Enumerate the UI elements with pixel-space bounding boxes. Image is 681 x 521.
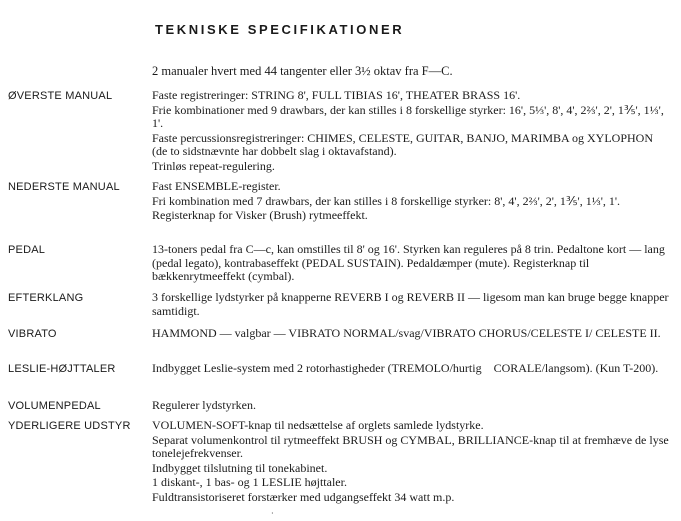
spec-paragraph: 1 diskant-, 1 bas- og 1 LESLIE højttaler.	[152, 475, 347, 489]
section-content	[152, 327, 670, 342]
spec-paragraph: 3 forskellige lydstyrker på knapperne REVERB I og REVERB II — ligesom man kan bruge begge knapper samtidigt.	[152, 290, 669, 318]
spec-paragraph: Fri kombination med 7 drawbars, der kan stilles i 8 forskellige styrker: 8', 4', 2⅔', 2', 1⅗', 1⅓', 1'.	[152, 193, 621, 208]
spec-paragraph: Faste registreringer: STRING 8', FULL TIBIAS 16', THEATER BRASS 16'.	[152, 88, 521, 102]
section-label: VIBRATO	[8, 328, 57, 340]
section-content	[152, 362, 670, 377]
spec-paragraph: Trinløs repeat-regulering.	[152, 158, 275, 173]
spec-paragraph: Separat volumenkontrol til rytmeeffekt BRUSH og CYMBAL, BRILLIANCE-knap til at fremhæve de lyse tonelejefrekvenser.	[152, 432, 669, 460]
section-label: NEDERSTE MANUAL	[8, 181, 120, 193]
section-content	[152, 419, 670, 505]
section-content	[152, 399, 670, 414]
spec-paragraph: Indbygget Leslie-system med 2 rotorhastigheder (TREMOLO/hurtig CORALE/langsom). (Kun T-200).	[152, 361, 659, 375]
section-label: PEDAL	[8, 244, 46, 256]
spec-paragraph: Fuldtransistoriseret forstærker med udgangseffekt 34 watt m.p.	[152, 489, 455, 504]
section-label: LESLIE-HØJTTALER	[8, 363, 116, 375]
page-title: TEKNISKE SPECIFIKATIONER	[155, 22, 405, 37]
intro-text: 2 manualer hvert med 44 tangenter eller 3½ oktav fra F—C.	[152, 64, 453, 78]
spec-paragraph: VOLUMEN-SOFT-knap til nedsættelse af orglets samlede lydstyrke.	[152, 418, 484, 432]
spec-paragraph: 13-toners pedal fra C—c, kan omstilles til 8' og 16'. Styrken kan reguleres på 8 trin. Pedaltone kort — lang (pedal legato), kontrabaseffekt (PEDAL SUSTAIN). Pedaldæmper (mute). Registerknap til bækkenrytmeeffekt (cymbal).	[152, 242, 665, 283]
section-label: EFTERKLANG	[8, 292, 84, 304]
page-mark: ·	[271, 509, 274, 518]
spec-paragraph: Fast ENSEMBLE-register.	[152, 179, 281, 193]
section-content	[152, 180, 670, 224]
spec-paragraph: Regulerer lydstyrken.	[152, 398, 256, 412]
spec-paragraph: HAMMOND — valgbar — VIBRATO NORMAL/svag/VIBRATO CHORUS/CELESTE I/ CELESTE II.	[152, 326, 661, 340]
section-content	[152, 89, 670, 174]
spec-paragraph: Faste percussionsregistreringer: CHIMES, CELESTE, GUITAR, BANJO, MARIMBA og XYLOPHON (de to sidstnævnte har dobbelt slag i oktavafstand).	[152, 130, 654, 158]
section-label: ØVERSTE MANUAL	[8, 90, 113, 102]
spec-paragraph: Frie kombinationer med 9 drawbars, der kan stilles i 8 forskellige styrker: 16', 5⅓', 8', 4', 2⅔', 2', 1⅗', 1⅓', 1'.	[152, 102, 664, 130]
section-label: YDERLIGERE UDSTYR	[8, 420, 131, 432]
spec-paragraph: Registerknap for Visker (Brush) rytmeeffekt.	[152, 208, 368, 222]
section-label: VOLUMENPEDAL	[8, 400, 101, 412]
section-content	[152, 291, 670, 319]
section-content	[152, 243, 670, 285]
spec-paragraph: Indbygget tilslutning til tonekabinet.	[152, 460, 328, 475]
